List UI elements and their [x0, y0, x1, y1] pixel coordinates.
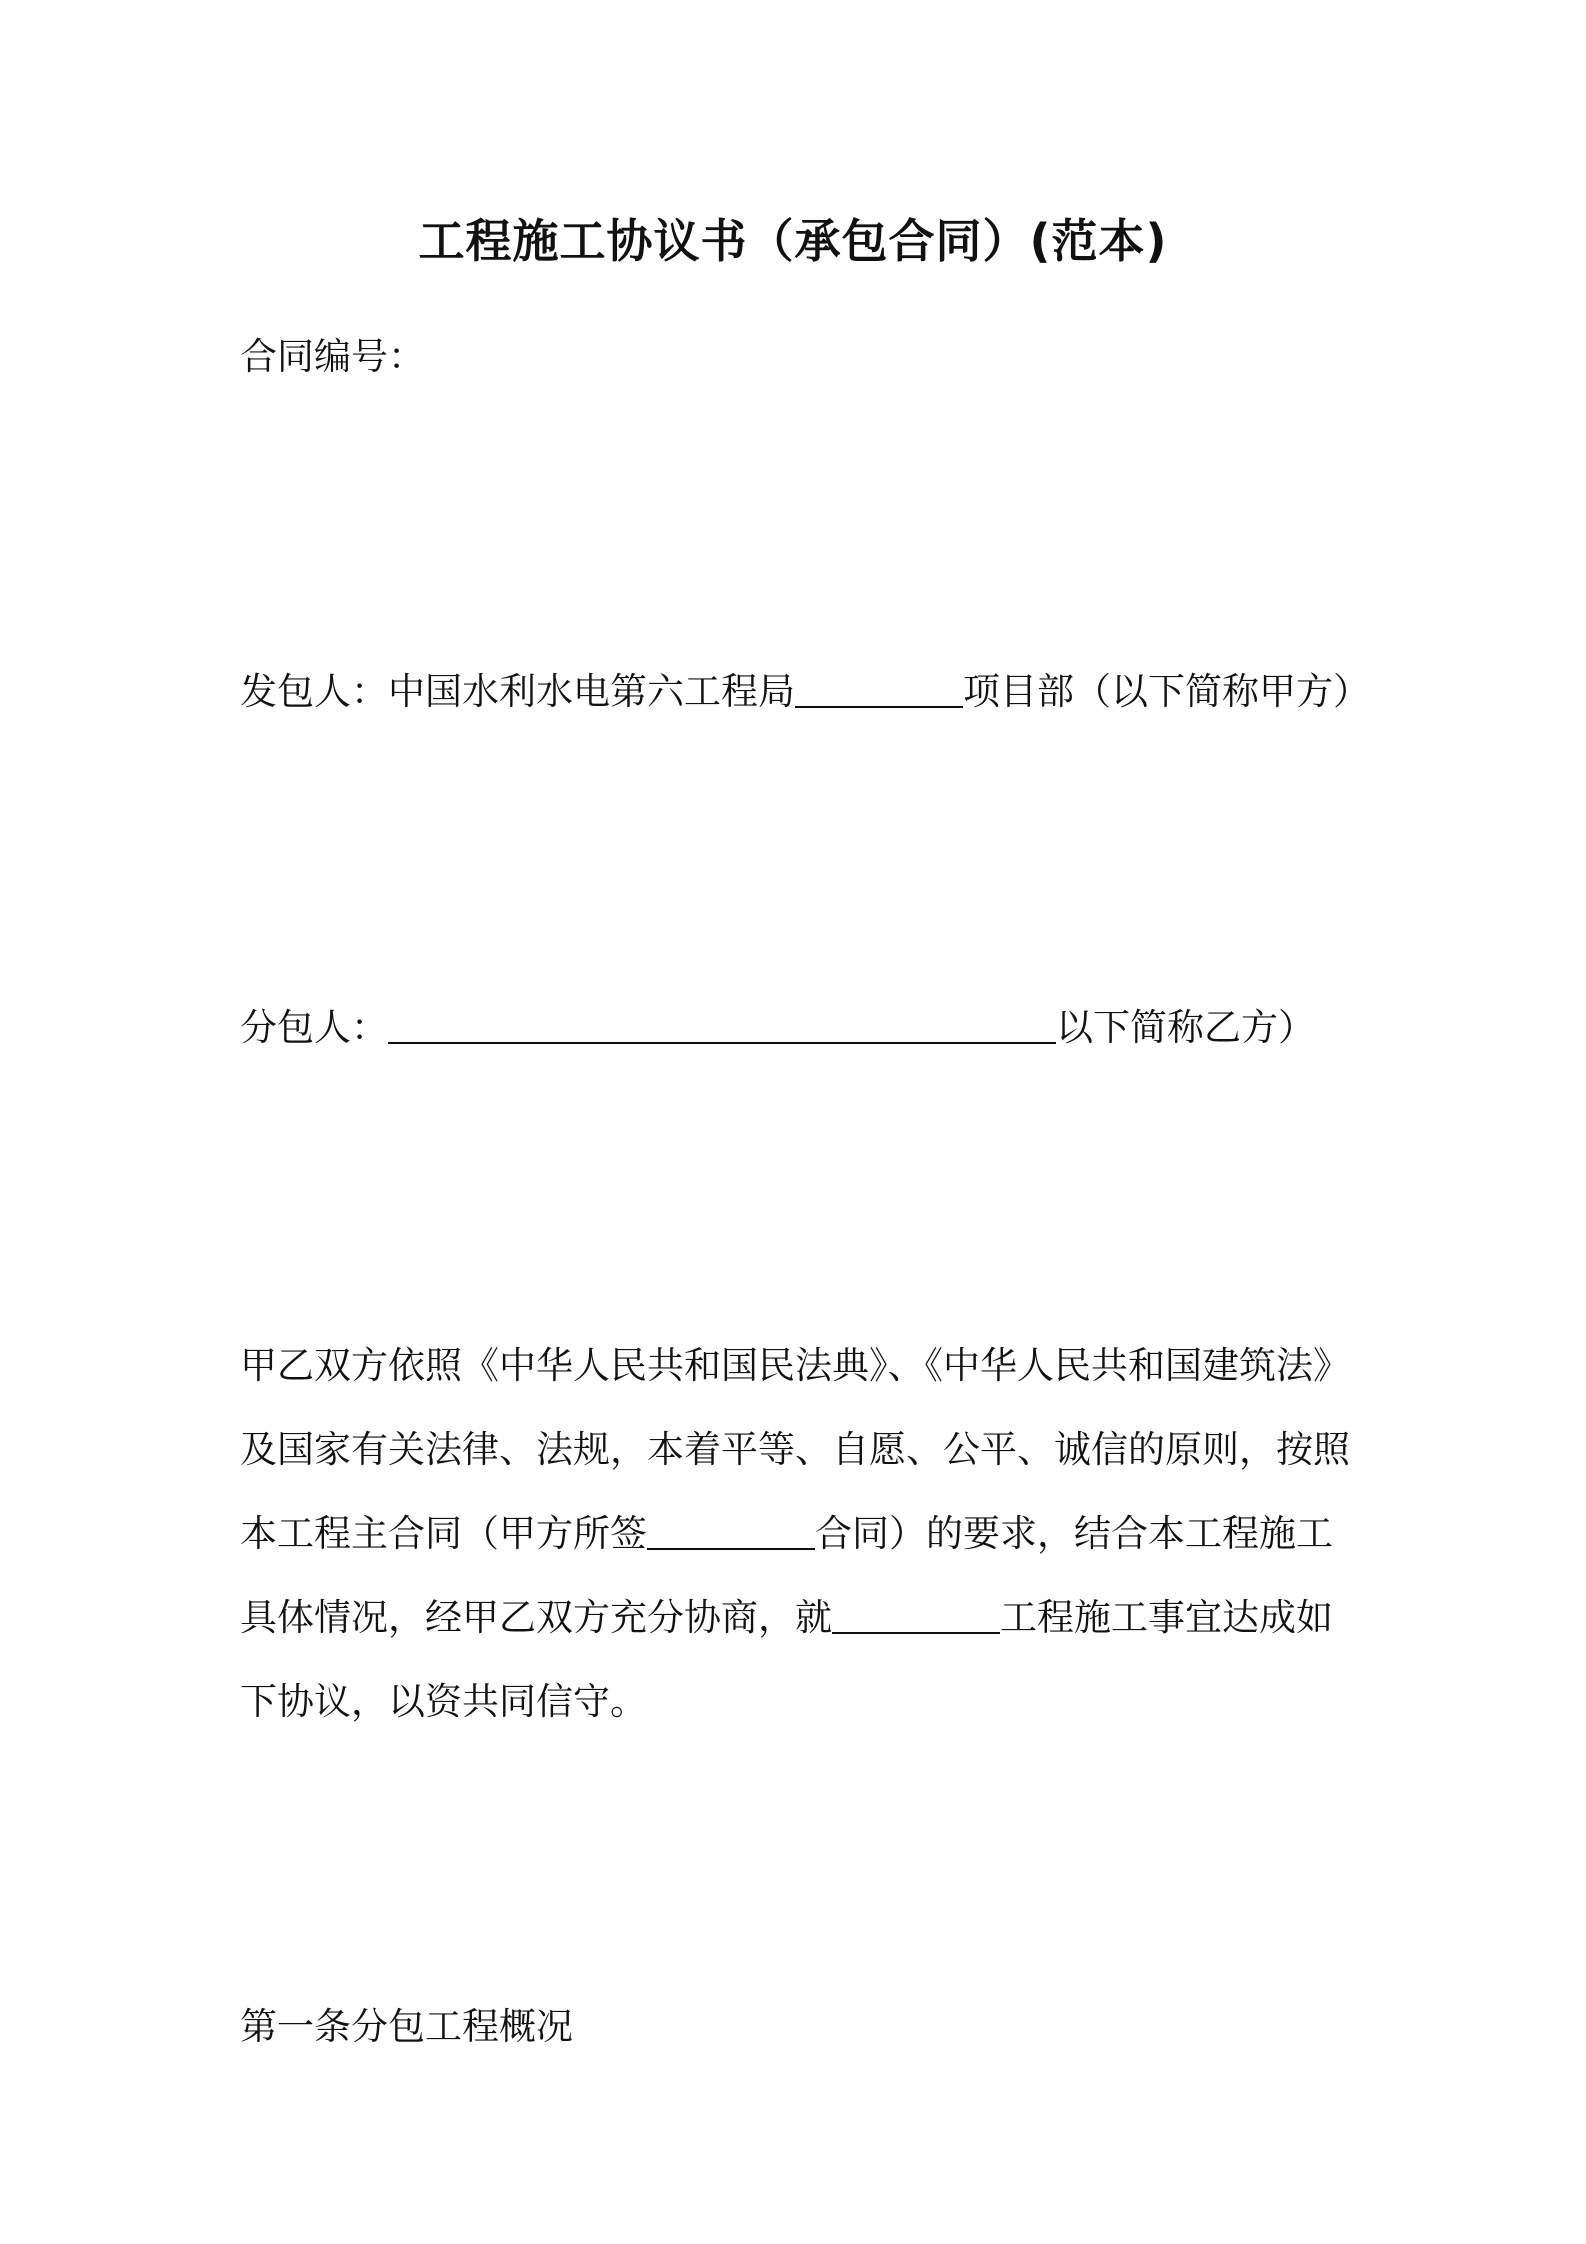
main-contract-blank	[647, 1514, 815, 1550]
preamble-line-2: 及国家有关法律、法规，本着平等、自愿、公平、诚信的原则，按照	[240, 1428, 1350, 1471]
project-dept-blank	[795, 672, 963, 708]
preamble-line-1: 甲乙双方依照《中华人民共和国民法典》、《中华人民共和国建筑法》	[240, 1344, 1350, 1387]
preamble-line-4-prefix: 具体情况，经甲乙双方充分协商，就	[240, 1596, 832, 1639]
preamble-paragraph	[240, 1338, 1360, 1758]
preamble-line-3	[240, 1506, 1360, 1590]
employer-line	[240, 670, 1370, 713]
preamble-line-4	[240, 1590, 1360, 1674]
preamble-line-4-suffix: 工程施工事宜达成如	[1000, 1596, 1333, 1639]
employer-suffix: 项目部（以下简称甲方）	[963, 670, 1370, 713]
project-name-blank	[832, 1598, 1000, 1634]
subcontractor-suffix: 以下简称乙方）	[1056, 1006, 1315, 1049]
subcontractor-line	[240, 1006, 1315, 1049]
subcontractor-prefix: 分包人：	[240, 1006, 388, 1049]
preamble-line-3-prefix: 本工程主合同（甲方所签	[240, 1512, 647, 1555]
contract-number-label: 合同编号：	[240, 335, 425, 378]
subcontractor-name-blank	[388, 1008, 1056, 1044]
preamble-line-5: 下协议，以资共同信守。	[240, 1680, 647, 1723]
document-title: 工程施工协议书（承包合同）(范本)	[418, 214, 1168, 268]
employer-prefix: 发包人：中国水利水电第六工程局	[240, 670, 795, 713]
preamble-line-3-suffix: 合同）的要求，结合本工程施工	[815, 1512, 1333, 1555]
article-1-heading: 第一条分包工程概况	[240, 2005, 573, 2048]
